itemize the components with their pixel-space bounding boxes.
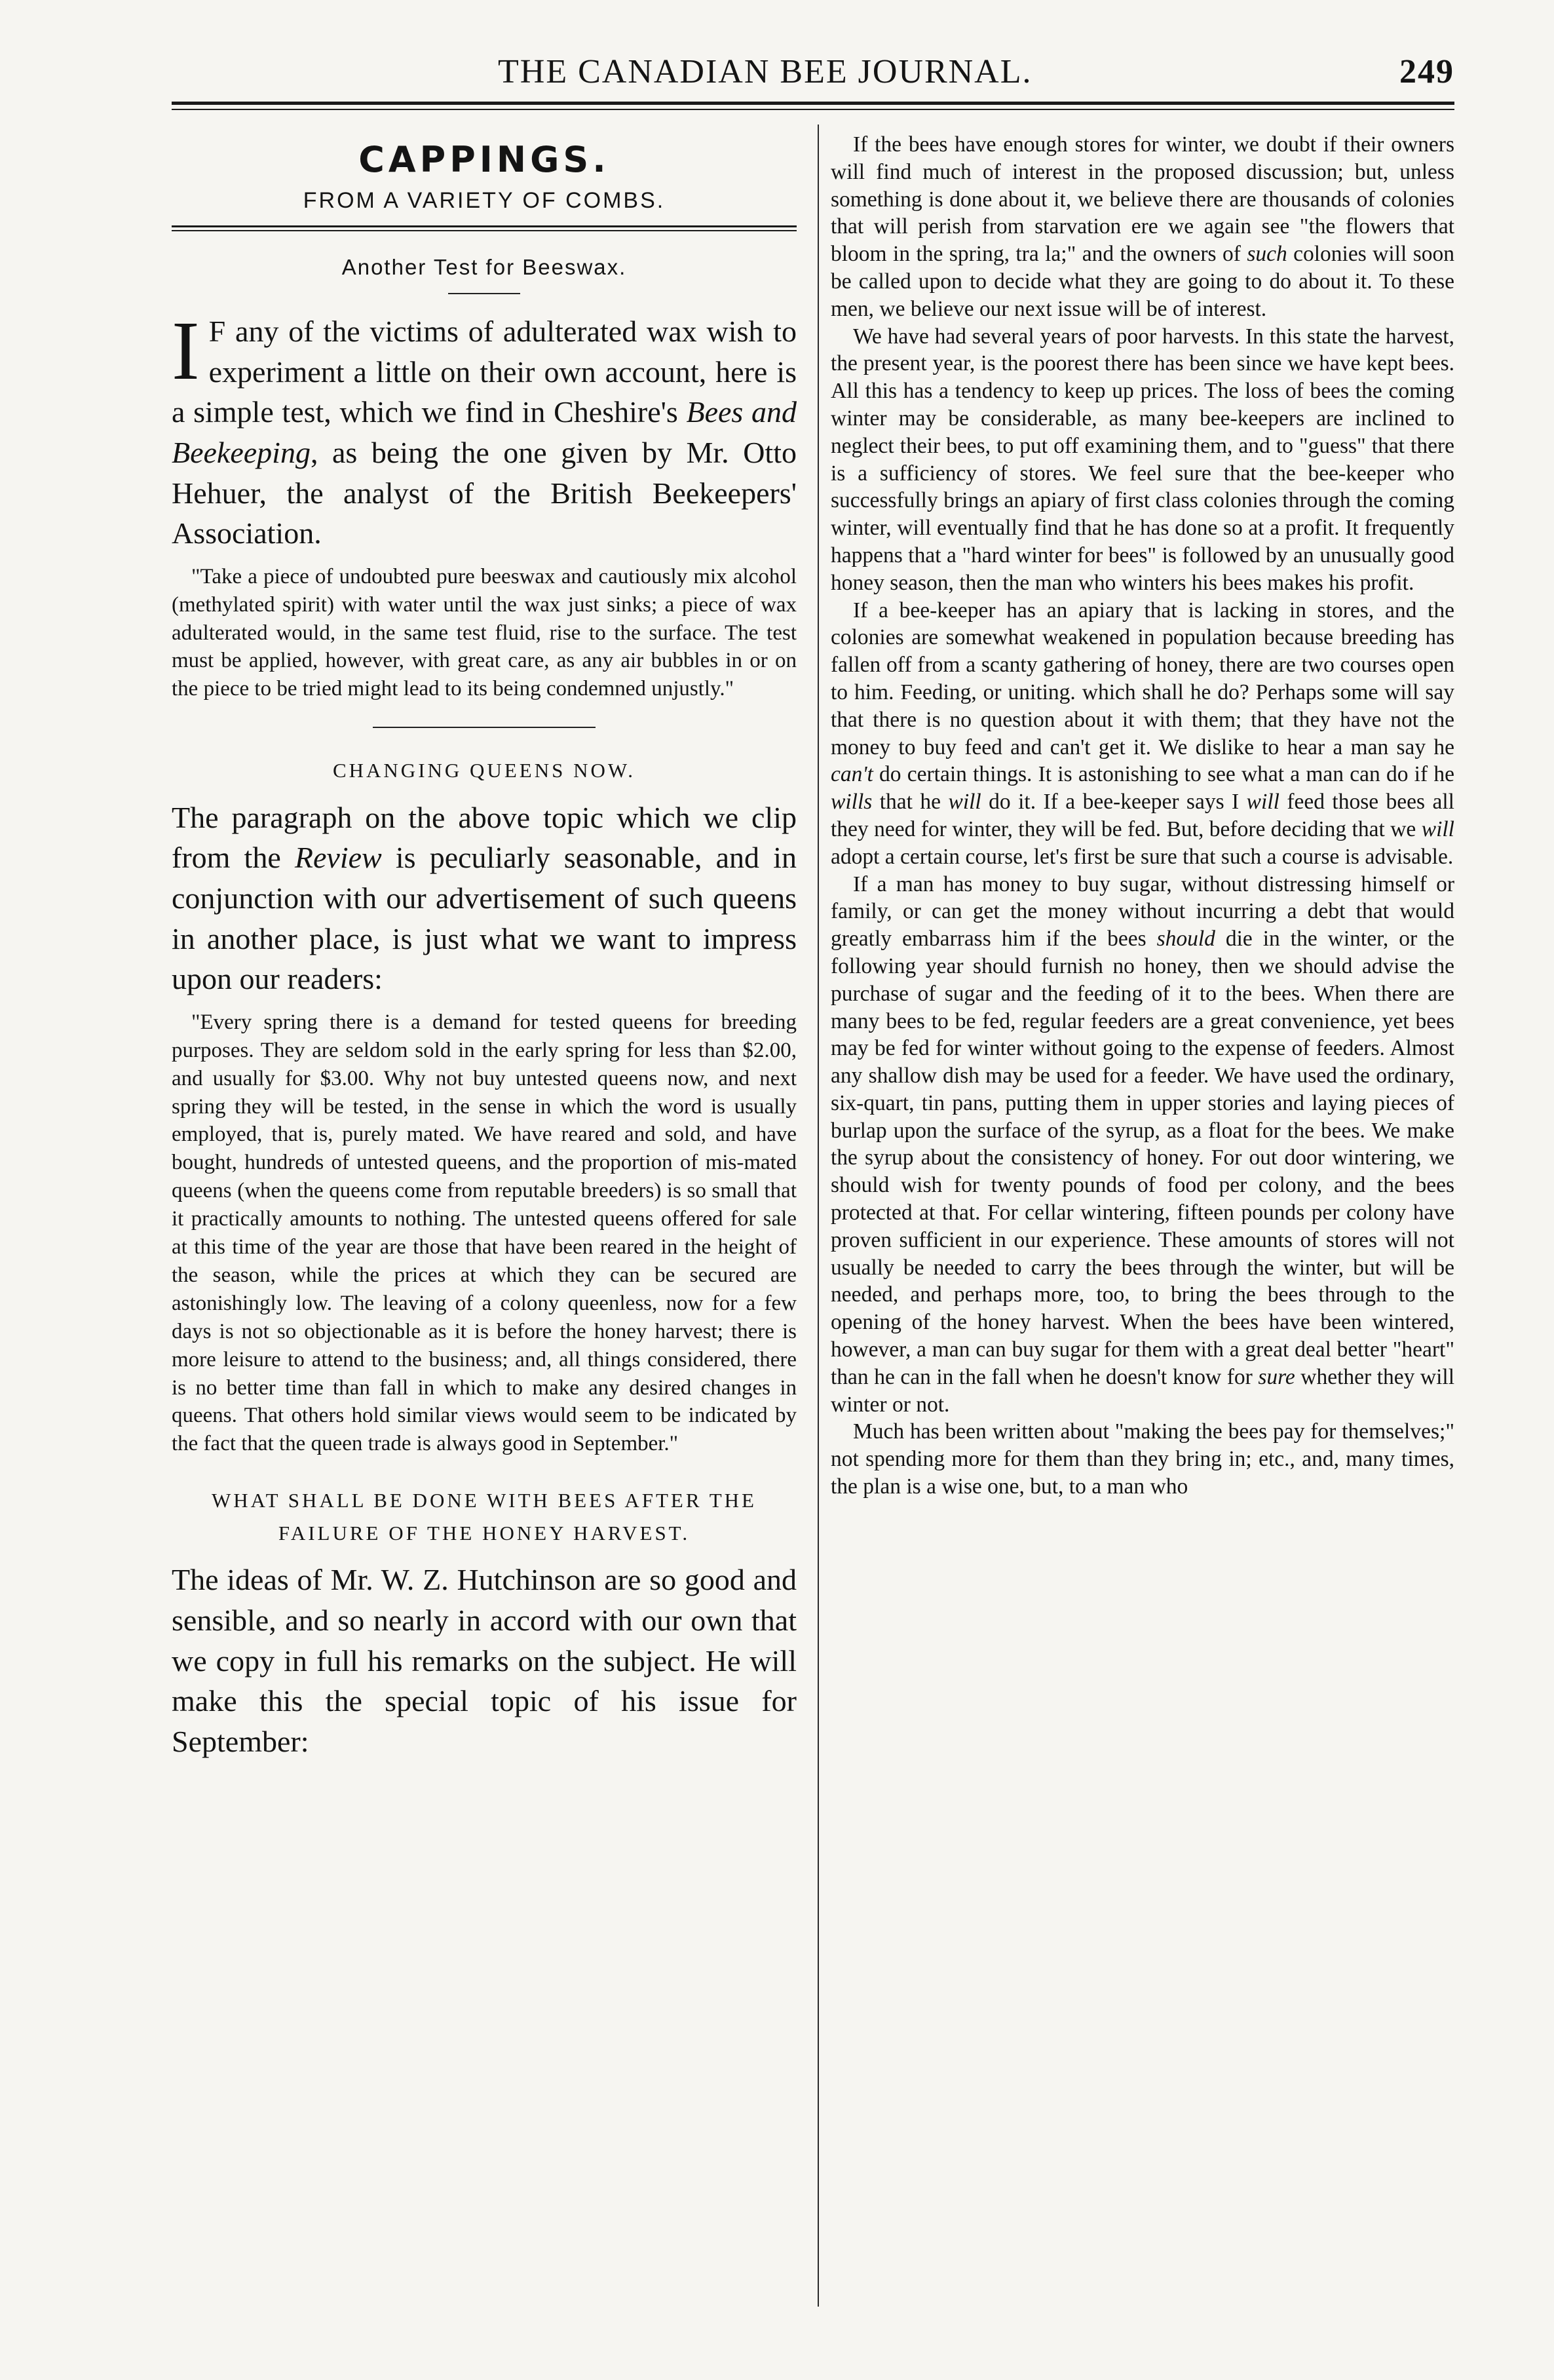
article-intro-beeswax: I F any of the victims of adulterated wax wish to experiment a little on their own account, here is a simple test, which we find in Cheshire's Bees and Beekeeping, as being the one given by Mr. Otto Hehuer, the analyst of the British Beekeepers' Association. [172,304,797,550]
journal-title: THE CANADIAN BEE JOURNAL. [498,53,1033,90]
drop-cap: I [172,304,200,397]
left-column [172,131,797,2307]
article-title-failure: WHAT SHALL BE DONE WITH BEES AFTER THE FAILURE OF THE HONEY HARVEST. [212,1489,757,1545]
section-subtitle: FROM A VARIETY OF COMBS. [303,188,666,213]
right-column [831,131,1454,2326]
article-intro-queens: The paragraph on the above topic which we clip from the Review is peculiarly seasonable, and in conjunction with our advertisement of such queens in another place, is just what we want to impress upon our readers: [172,800,797,996]
column-divider [818,125,819,2307]
article-title-beeswax: Another Test for Beeswax. [341,255,627,279]
paragraph-4: If a man has money to buy sugar, without distressing himself or family, or can get the money without incurring a debt that would greatly embarrass him if the bees should die in the winter, or the following year should furnish no honey, then we should advise the purchase of sugar and the feeding of it to the bees. When there are many bees to be fed, regular feeders are a great convenience, yet bees may be fed for winter without going to the expense of feeders. Almost any shallow dish may be used for a feeder. We have used the ordinary, six-quart, tin pans, putting them in upper stories and laying pieces of burlap upon the surface of the syrup, as a float for the bees. We make the syrup about the consistency of honey. For out door wintering, we should wish for twenty pounds of food per colony, and the bees protected at that. For cellar wintering, fifteen pounds per colony have proven sufficient in our experience. These amounts of stores will not usually be needed to carry the bees through the winter, but will be needed, and perhaps more, too, to bring the bees through to the opening of the honey harvest. When the bees have been wintered, however, a man can buy sugar for them with a great deal better "heart" than he can in the fall when he doesn't know for sure whether they will winter or not. [831,872,1454,1417]
quote-beeswax: "Take a piece of undoubted pure beeswax and cautiously mix alcohol (methylated spirit) with water until the wax just sinks; a piece of wax adulterated would, in the same test fluid, rise to the surface. The test must be applied, however, with great care, as any air bubbles in or on the piece to be tried might lead to its being condemned unjustly." [172,564,797,701]
paragraph-5: Much has been written about "making the bees pay for themselves;" not spending more for them than they bring in; etc., and, many times, the plan is a wise one, but, to a man who [831,1419,1454,1499]
header-rule-thick [172,102,1454,105]
article-separator [373,727,596,728]
page-number: 249 [1399,53,1454,90]
section-rule [172,225,797,231]
article-title-queens: CHANGING QUEENS NOW. [332,759,636,782]
paragraph-2: We have had several years of poor harvests. In this state the harvest, the present year, is the poorest there has been since we have kept bees. All this has a tendency to keep up prices. The loss of bees the coming winter may be considerable, as many bee-keepers are inclined to neglect their bees, to put off examining them, and to "guess" that there is a sufficiency of stores. We feel sure that the bee-keeper who successfully brings an apiary of first class colonies through the coming winter, will eventually find that he has done so at a profit. It frequently happens that a "hard winter for bees" is followed by an unusually good honey season, then the man who winters his bees makes his profit. [831,324,1454,595]
paragraph-3: If a bee-keeper has an apiary that is lacking in stores, and the colonies are somewhat weakened in population because breeding has fallen off from a scanty gathering of honey, there are two courses open to him. Feeding, or uniting. which shall he do? Perhaps some will say that there is no question about it with them; that they have not the money to buy feed and can't get it. We dislike to hear a man say he can't do certain things. It is astonishing to see what a man can do if he wills that he will do it. If a bee-keeper says I will feed those bees all they need for winter, they will be fed. But, before deciding that we will adopt a certain course, let's first be sure that such a course is advisable. [831,598,1454,869]
header-rule-thin [172,109,1454,110]
review-title: Review [294,841,382,875]
title-rule [448,293,520,294]
book-title: Bees and Beekeeping [172,395,797,469]
paragraph-1: If the bees have enough stores for winter, we doubt if their owners will find much of interest in the proposed discussion; but, unless something is done about it, we believe there are thousands of colonies that will perish from starvation ere we again see "the flowers that bloom in the spring, tra la;" and the owners of such colonies will soon be called upon to decide what they are going to do about it. To these men, we believe our next issue will be of interest. [831,132,1454,321]
section-title: CAPPINGS. [358,139,610,180]
article-intro-failure: The ideas of Mr. W. Z. Hutchinson are so good and sensible, and so nearly in accord with our own that we copy in full his remarks on the subject. He will make this the special topic of his issue for September: [172,1563,797,1758]
quote-queens: "Every spring there is a demand for tested queens for breeding purposes. They are seldom sold in the early spring for less than $2.00, and usually for $3.00. Why not buy untested queens now, and next spring they will be tested, in the sense in which the word is usually employed, that is, purely mated. We have reared and sold, and have bought, hundreds of untested queens, and the proportion of mis-mated queens (when the queens come from reputable breeders) is so small that it practically amounts to nothing. The untested queens offered for sale at this time of the year are those that have been reared in the height of the season, while the prices at which they can be secured are astonishingly low. The leaving of a colony queenless, now for a few days is not so objectionable as it is before the honey harvest; there is more leisure to attend to the business; and, all things considered, there is no better time than fall in which to make any desired changes in queens. That others hold similar views would seem to be indicated by the fact that the queen trade is always good in September." [172,1010,797,1456]
